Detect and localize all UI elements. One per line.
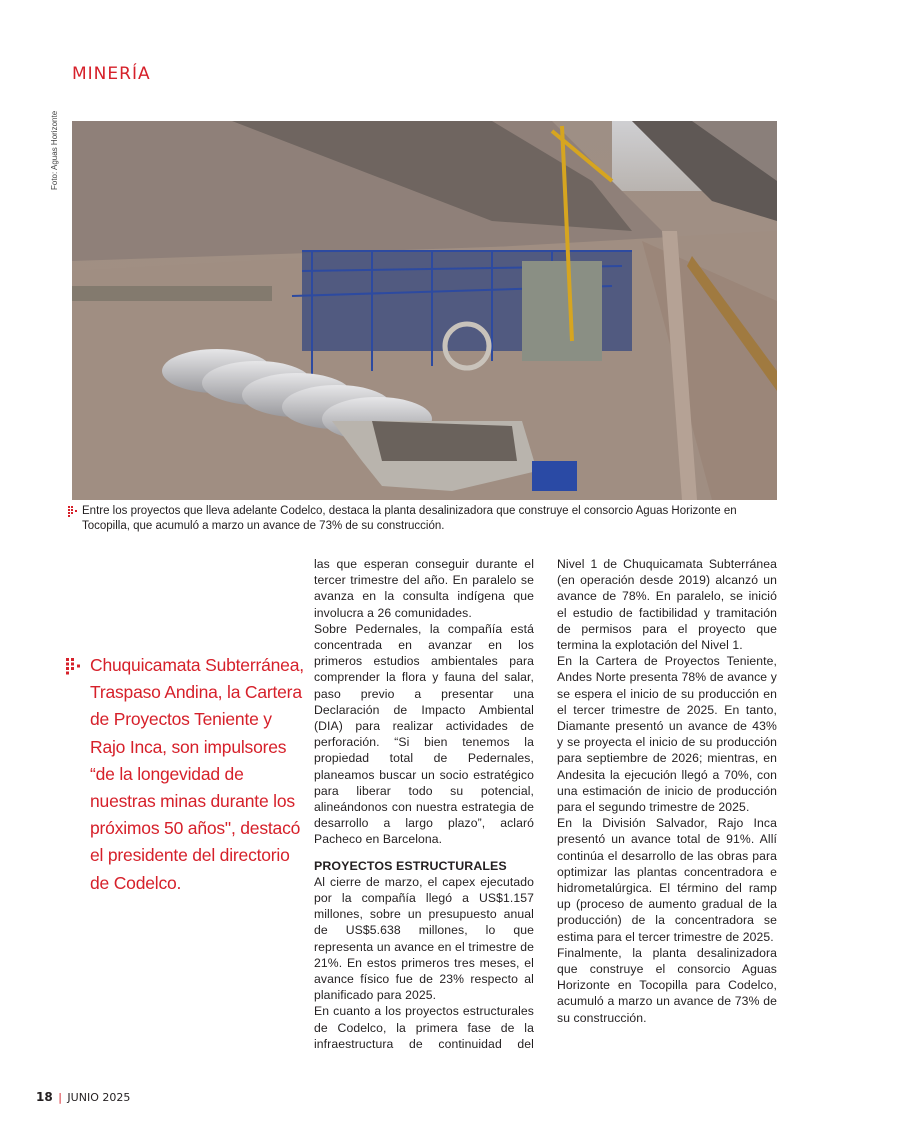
paragraph: Sobre Pedernales, la compañía está concentrada en avanzar en los primeros estudios ambientales para comprender la flora y fauna del salar, paso previo a presentar una Declaración de Impacto Ambiental (DIA) para realizar actividades de perforación. “Si bien tenemos la propiedad total de Pedernales, planeamos buscar un socio estratégico para liberar todo su potencial, alineándonos con nuestra estrategia de desarrollo a largo plazo”, aclaró Pacheco en Barcelona. — [314, 621, 534, 847]
paragraph: Al cierre de marzo, el capex ejecutado por la compañía llegó a US$1.157 millones, sobre un presupuesto anual de US$5.638 millones, lo que representa un avance en el trimestre de 21%. En estos primeros tres meses, el avance físico fue de 23% respecto al planificado para 2025. — [314, 874, 534, 1003]
paragraph: En cuanto a los proyectos estructurales de Codelco, la primera fase de la infraestructura de continuidad del — [314, 1004, 534, 1051]
caption-text: Entre los proyectos que lleva adelante Codelco, destaca la planta desalinizadora que construye el consorcio Aguas Horizonte en Tocopilla, que acumuló a marzo un avance de 73% de su construcción. — [82, 505, 737, 532]
pull-quote — [66, 652, 306, 897]
bullet-dots-icon — [66, 658, 83, 680]
section-label: MINERÍA — [72, 64, 151, 84]
photo-credit-text: Foto: Aguas Horizonte — [50, 110, 59, 190]
desalination-plant-photo — [72, 121, 777, 500]
article-column-3 — [557, 556, 777, 1026]
page-number: 18 — [36, 1090, 53, 1104]
article-photo — [72, 121, 777, 500]
footer-separator: | — [58, 1091, 62, 1104]
article-column-2 — [314, 556, 534, 1052]
pull-quote-text: Chuquicamata Subterránea, Traspaso Andina, la Cartera de Proyectos Teniente y Rajo Inca, son impulsores “de la longevidad de nuestras minas durante los próximos 50 años", destacó el presidente del directorio de Codelco. — [90, 655, 304, 893]
photo-credit — [50, 110, 70, 190]
paragraph: Finalmente, la planta desalinizadora que construye el consorcio Aguas Horizonte en Tocopilla para Codelco, acumuló a marzo un avance de 73% de su construcción. — [557, 945, 777, 1025]
photo-caption — [68, 504, 780, 534]
paragraph: En la División Salvador, Rajo Inca presentó un avance total de 91%. Allí continúa el desarrollo de las obras para optimizar las plantas concentradora e hidrometalúrgica. El término del ramp up (proceso de aumento gradual de la producción) de la concentradora se estima para el tercer trimestre de 2025. — [557, 816, 777, 944]
paragraph: En la Cartera de Proyectos Teniente, Andes Norte presenta 78% de avance y se espera el inicio de su producción en el tercer trimestre de 2025. En tanto, Diamante presentó un avance de 43% y se proyecta el inicio de su producción para septiembre de 2026; mientras, en Andesita la ejecución llegó a 70%, con una estimación de inicio de producción para el segundo trimestre de 2025. — [557, 654, 777, 815]
subheading: PROYECTOS ESTRUCTURALES — [314, 858, 507, 873]
paragraph: las que esperan conseguir durante el tercer trimestre del año. En paralelo se avanza en la consulta indígena que involucra a 26 comunidades. — [314, 557, 534, 620]
page-footer — [36, 1090, 130, 1104]
bullet-dots-icon — [68, 506, 79, 522]
paragraph: Nivel 1 de Chuquicamata Subterránea (en operación desde 2019) alcanzó un avance de 78%. En paralelo, se inició el estudio de factibilidad y tramitación de permisos para el proyecto que termina la explotación del Nivel 1. — [557, 557, 777, 653]
issue-date: JUNIO 2025 — [67, 1091, 131, 1104]
